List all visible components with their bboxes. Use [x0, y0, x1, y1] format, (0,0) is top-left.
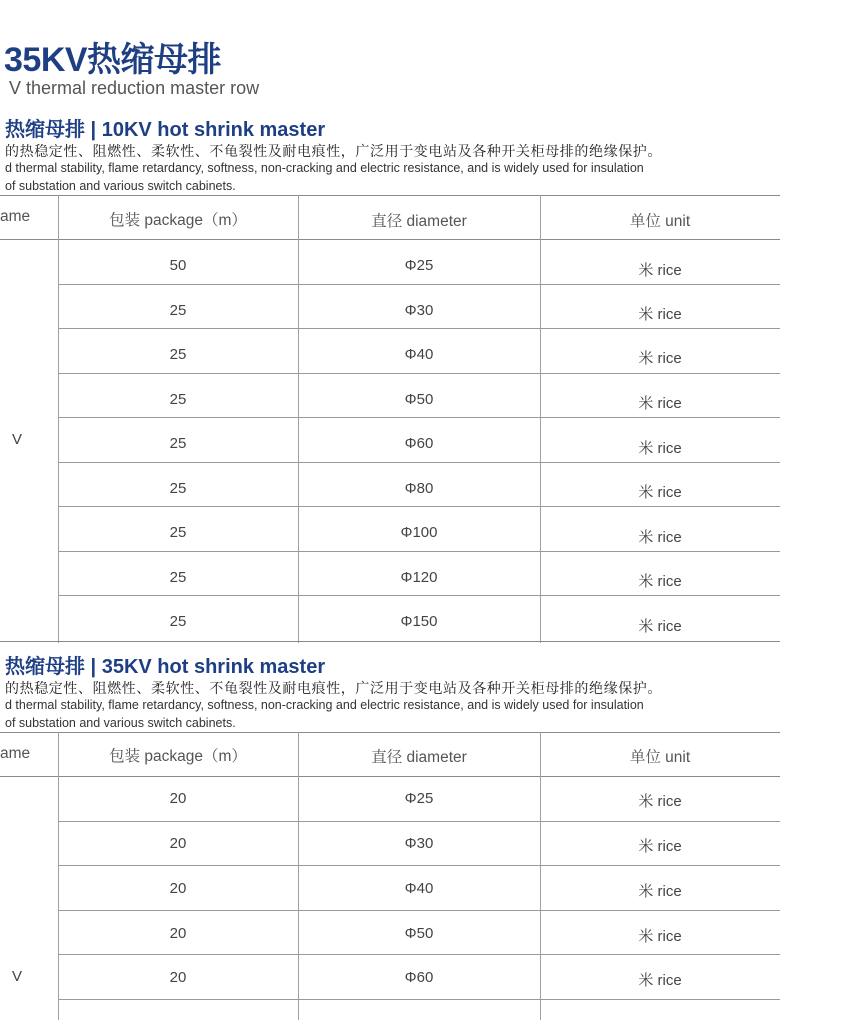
- unit-cell: 米 rice: [638, 262, 682, 279]
- header-unit: 单位 unit: [629, 213, 691, 230]
- package-cell: 25: [169, 302, 187, 319]
- package-cell: 25: [169, 346, 187, 363]
- package-cell: 25: [169, 524, 187, 541]
- unit-cell: 米 rice: [638, 793, 682, 810]
- section-35kv: [0, 650, 867, 1020]
- section-heading: 热缩母排 | 35KV hot shrink master: [5, 656, 326, 678]
- diameter-cell: Φ30: [404, 835, 434, 852]
- package-cell: 25: [169, 613, 187, 630]
- diameter-cell: Φ100: [400, 524, 438, 541]
- diameter-cell: Φ80: [404, 480, 434, 497]
- spec-table: [0, 732, 780, 1020]
- package-cell: 20: [169, 969, 187, 986]
- name-value: V: [12, 431, 23, 448]
- diameter-cell: Φ50: [404, 391, 434, 408]
- diameter-cell: Φ60: [404, 435, 434, 452]
- unit-cell: 米 rice: [638, 972, 682, 989]
- unit-cell: 米 rice: [638, 883, 682, 900]
- description-cn: 的热稳定性、阻燃性、柔软性、不龟裂性及耐电痕性，广泛用于变电站及各种开关柜母排的绝缘保护。: [5, 680, 662, 696]
- package-cell: 50: [169, 257, 187, 274]
- header-name: ame: [0, 208, 31, 225]
- spec-table: [0, 195, 780, 643]
- header-diameter: 直径 diameter: [371, 213, 467, 230]
- diameter-cell: Φ120: [400, 569, 438, 586]
- package-cell: 20: [169, 790, 187, 807]
- diameter-cell: Φ50: [404, 925, 434, 942]
- diameter-cell: Φ40: [404, 346, 434, 363]
- unit-cell: 米 rice: [638, 306, 682, 323]
- diameter-cell: Φ150: [400, 613, 438, 630]
- diameter-cell: Φ25: [404, 790, 434, 807]
- description-en-line2: of substation and various switch cabinets.: [5, 716, 236, 730]
- header-name: ame: [0, 745, 31, 762]
- package-cell: 20: [169, 925, 187, 942]
- diameter-cell: Φ25: [404, 257, 434, 274]
- description-en-line1: d thermal stability, flame retardancy, softness, non-cracking and electric resistance, and is widely used for insulation: [5, 698, 644, 712]
- header-package: 包装 package（m）: [109, 212, 247, 229]
- package-cell: 25: [169, 435, 187, 452]
- description-en-line1: d thermal stability, flame retardancy, softness, non-cracking and electric resistance, and is widely used for insulation: [5, 161, 644, 175]
- unit-cell: 米 rice: [638, 395, 682, 412]
- diameter-cell: Φ30: [404, 302, 434, 319]
- header-unit: 单位 unit: [629, 749, 691, 766]
- unit-cell: 米 rice: [638, 928, 682, 945]
- name-value: V: [12, 968, 23, 985]
- description-cn: 的热稳定性、阻燃性、柔软性、不龟裂性及耐电痕性，广泛用于变电站及各种开关柜母排的绝缘保护。: [5, 143, 662, 159]
- page-title: 35KV热缩母排: [4, 41, 222, 79]
- package-cell: 20: [169, 835, 187, 852]
- unit-cell: 米 rice: [638, 440, 682, 457]
- unit-cell: 米 rice: [638, 618, 682, 635]
- header-package: 包装 package（m）: [109, 748, 247, 765]
- description-en-line2: of substation and various switch cabinets.: [5, 179, 236, 193]
- unit-cell: 米 rice: [638, 573, 682, 590]
- section-10kv: [0, 113, 867, 648]
- header-diameter: 直径 diameter: [371, 749, 467, 766]
- unit-cell: 米 rice: [638, 529, 682, 546]
- section-heading: 热缩母排 | 10KV hot shrink master: [5, 119, 326, 141]
- diameter-cell: Φ60: [404, 969, 434, 986]
- package-cell: 20: [169, 880, 187, 897]
- unit-cell: 米 rice: [638, 350, 682, 367]
- diameter-cell: Φ40: [404, 880, 434, 897]
- unit-cell: 米 rice: [638, 838, 682, 855]
- package-cell: 25: [169, 480, 187, 497]
- package-cell: 25: [169, 569, 187, 586]
- package-cell: 25: [169, 391, 187, 408]
- unit-cell: 米 rice: [638, 484, 682, 501]
- page-subtitle: V thermal reduction master row: [9, 78, 260, 98]
